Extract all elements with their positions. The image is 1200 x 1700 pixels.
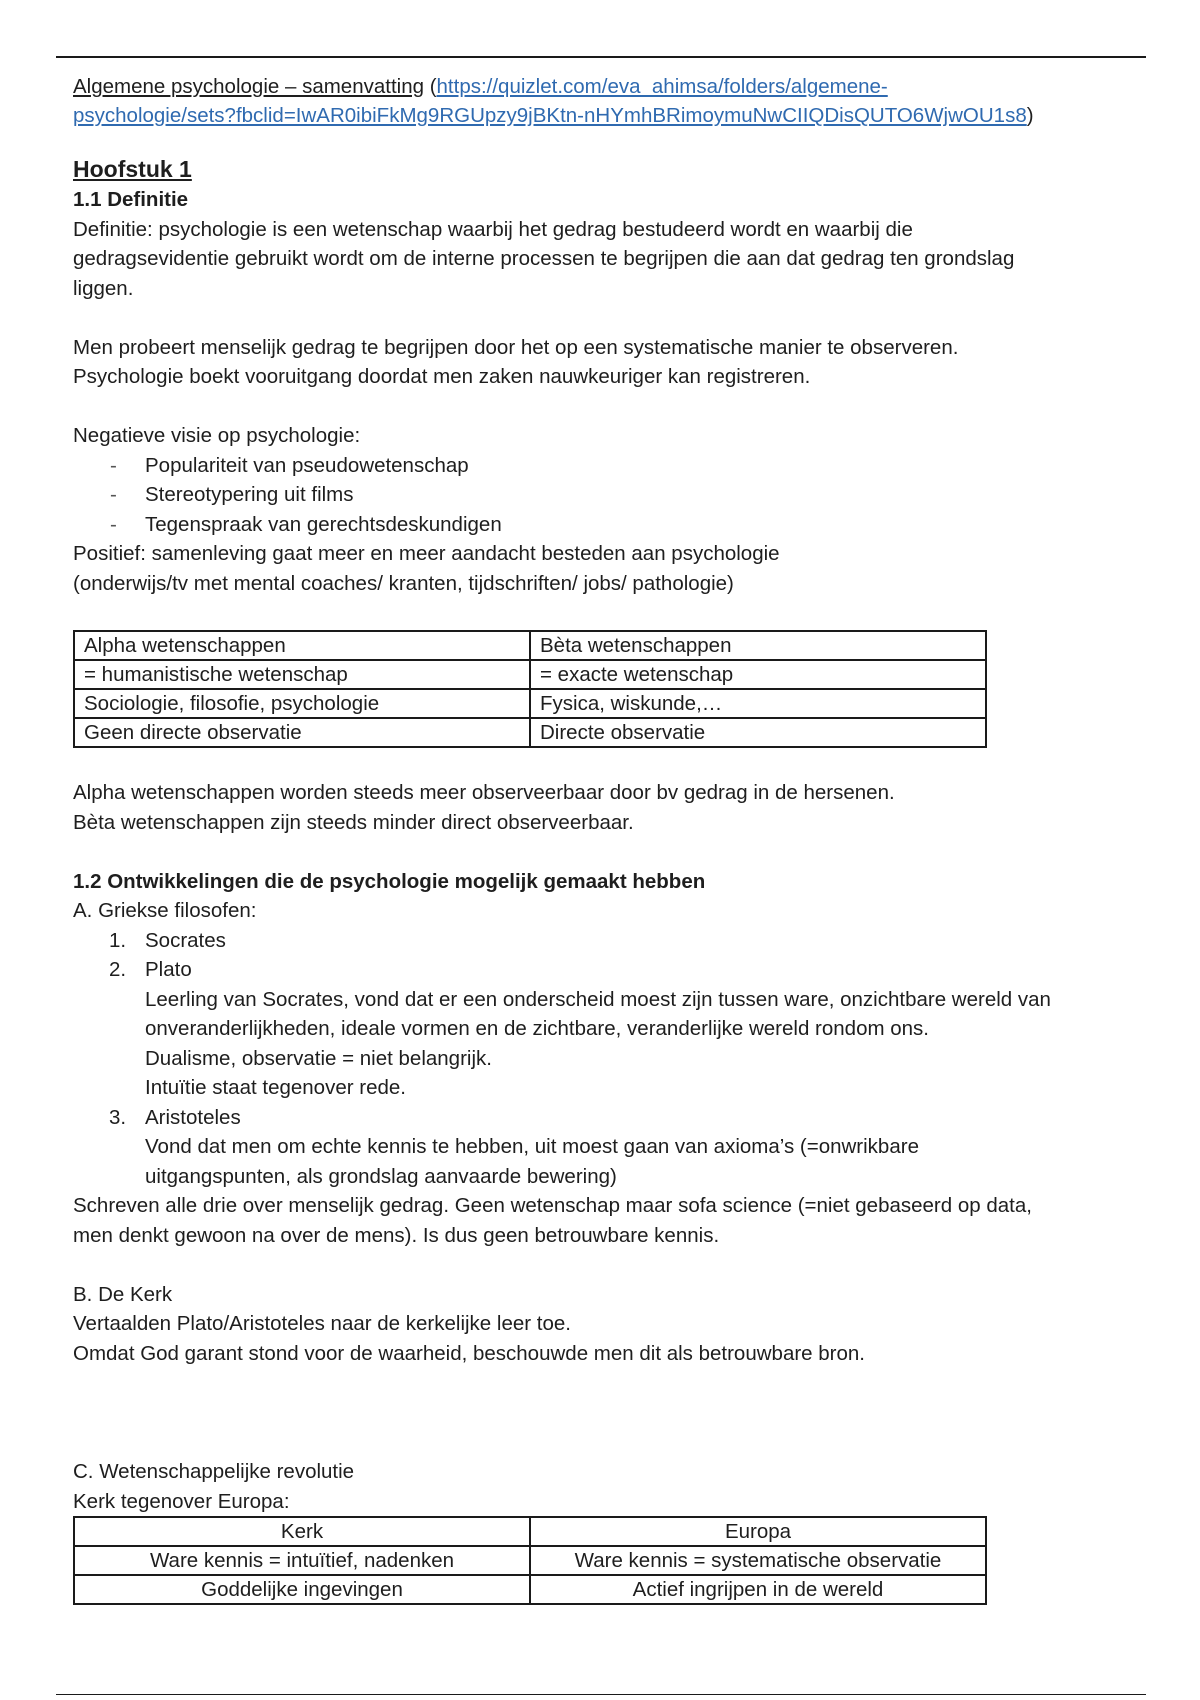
definition-line: liggen. (73, 276, 134, 300)
church-europe-table (73, 1516, 987, 1605)
after-table-line: Bèta wetenschappen zijn steeds minder direct observeerbaar. (73, 810, 634, 834)
philosopher-detail: onveranderlijkheden, ideale vormen en de zichtbare, veranderlijke wereld rondom ons. (145, 1017, 930, 1040)
top-rule (56, 56, 1146, 58)
table-cell: Europa (530, 1517, 986, 1546)
quizlet-link[interactable]: https://quizlet.com/eva_ahimsa/folders/algemene- (436, 75, 888, 98)
section-heading-1-1: 1.1 Definitie (73, 188, 189, 211)
list-item: - Stereotypering uit films (145, 480, 1133, 510)
philosopher-detail: Vond dat men om echte kennis te hebben, uit moest gaan van axioma’s (=onwrikbare (145, 1135, 919, 1158)
philosopher-detail: uitgangspunten, als grondslag aanvaarde bewering) (145, 1164, 617, 1188)
table-cell: Directe observatie (530, 718, 986, 747)
list-item: - Tegenspraak van gerechtsdeskundigen (145, 510, 1133, 540)
table-cell: = humanistische wetenschap (74, 660, 530, 689)
table-cell: Actief ingrijpen in de wereld (530, 1575, 986, 1604)
definition-line: gedragsevidentie gebruikt wordt om de interne processen te begrijpen die aan dat gedrag ten grondslag (73, 247, 1015, 270)
table-cell: Kerk (74, 1517, 530, 1546)
observation-line: Psychologie boekt vooruitgang doordat men zaken nauwkeuriger kan registreren. (73, 365, 811, 388)
philosopher-name: Socrates (145, 928, 226, 952)
observation-line: Men probeert menselijk gedrag te begrijpen door het op een systematische manier te observeren. (73, 335, 959, 359)
list-item: - Populariteit van pseudowetenschap (145, 451, 1133, 481)
table-cell: Geen directe observatie (74, 718, 530, 747)
document-page (73, 72, 1133, 1605)
greek-philosophers-label: A. Griekse filosofen: (73, 899, 257, 922)
philosopher-name: Plato (145, 958, 192, 981)
table-row (74, 631, 986, 660)
list-number: 2. (109, 958, 127, 981)
positive-line: (onderwijs/tv met mental coaches/ kranten, tijdschriften/ jobs/ pathologie) (73, 571, 734, 595)
alpha-beta-table (73, 630, 987, 748)
table-row (74, 1517, 986, 1546)
church-line: Vertaalden Plato/Aristoteles naar de kerkelijke leer toe. (73, 1312, 571, 1335)
list-number: 3. (109, 1105, 127, 1129)
church-label: B. De Kerk (73, 1282, 173, 1306)
table-cell: Fysica, wiskunde,… (530, 689, 986, 718)
summary-line: men denkt gewoon na over de mens). Is dus geen betrouwbare kennis. (73, 1223, 720, 1247)
list-item (109, 926, 1133, 956)
table-row (74, 1546, 986, 1575)
quizlet-link-continued[interactable]: psychologie/sets?fbclid=IwAR0ibiFkMg9RGUpzy9jBKtn-nHYmhBRimoymuNwCIIQDisQUTO6WjwOU1s8 (73, 104, 1027, 127)
table-cell: Sociologie, filosofie, psychologie (74, 689, 530, 718)
chapter-title: Hoofstuk 1 (73, 156, 192, 182)
philosopher-detail: Leerling van Socrates, vond dat er een onderscheid moest zijn tussen ware, onzichtbare wereld van (145, 987, 1051, 1011)
section-heading-1-2: 1.2 Ontwikkelingen die de psychologie mogelijk gemaakt hebben (73, 869, 706, 893)
table-cell: Goddelijke ingevingen (74, 1575, 530, 1604)
philosopher-detail: Intuïtie staat tegenover rede. (145, 1076, 406, 1099)
bottom-rule (56, 1694, 1146, 1695)
table-row (74, 1575, 986, 1604)
document-header: Algemene psychologie – samenvatting (https://quizlet.com/eva_ahimsa/folders/algemene- psychologie/sets?fbclid=IwAR0ibiFkMg9RGUpzy9jBKtn-nHYmhBRimoymuNwCIIQDisQUTO6WjwOU1s8) (73, 75, 1034, 127)
after-table-line: Alpha wetenschappen worden steeds meer observeerbaar door bv gedrag in de hersenen. (73, 781, 895, 804)
church-line: Omdat God garant stond voor de waarheid, beschouwde men dit als betrouwbare bron. (73, 1341, 865, 1365)
negative-view-label: Negatieve visie op psychologie: (73, 424, 361, 447)
negative-view-list (73, 451, 1133, 540)
revolution-label: C. Wetenschappelijke revolutie (73, 1460, 355, 1483)
list-number: 1. (109, 928, 127, 952)
table-cell: Ware kennis = intuïtief, nadenken (74, 1546, 530, 1575)
table-cell: Bèta wetenschappen (530, 631, 986, 660)
table-row (74, 660, 986, 689)
table-cell: Alpha wetenschappen (74, 631, 530, 660)
philosopher-detail: Dualisme, observatie = niet belangrijk. (145, 1046, 492, 1070)
summary-line: Schreven alle drie over menselijk gedrag. Geen wetenschap maar sofa science (=niet gebaseerd op data, (73, 1194, 1032, 1217)
philosopher-list (73, 926, 1133, 1192)
table-cell: Ware kennis = systematische observatie (530, 1546, 986, 1575)
table-row (74, 689, 986, 718)
document-title: Algemene psychologie – samenvatting (73, 75, 424, 98)
positive-line: Positief: samenleving gaat meer en meer aandacht besteden aan psychologie (73, 542, 780, 565)
table-row (74, 718, 986, 747)
revolution-sub: Kerk tegenover Europa: (73, 1489, 290, 1513)
list-item (109, 955, 1133, 1103)
definition-line: Definitie: psychologie is een wetenschap waarbij het gedrag bestudeerd wordt en waarbij die (73, 217, 913, 241)
philosopher-name: Aristoteles (145, 1105, 241, 1129)
list-item (109, 1103, 1133, 1192)
table-cell: = exacte wetenschap (530, 660, 986, 689)
